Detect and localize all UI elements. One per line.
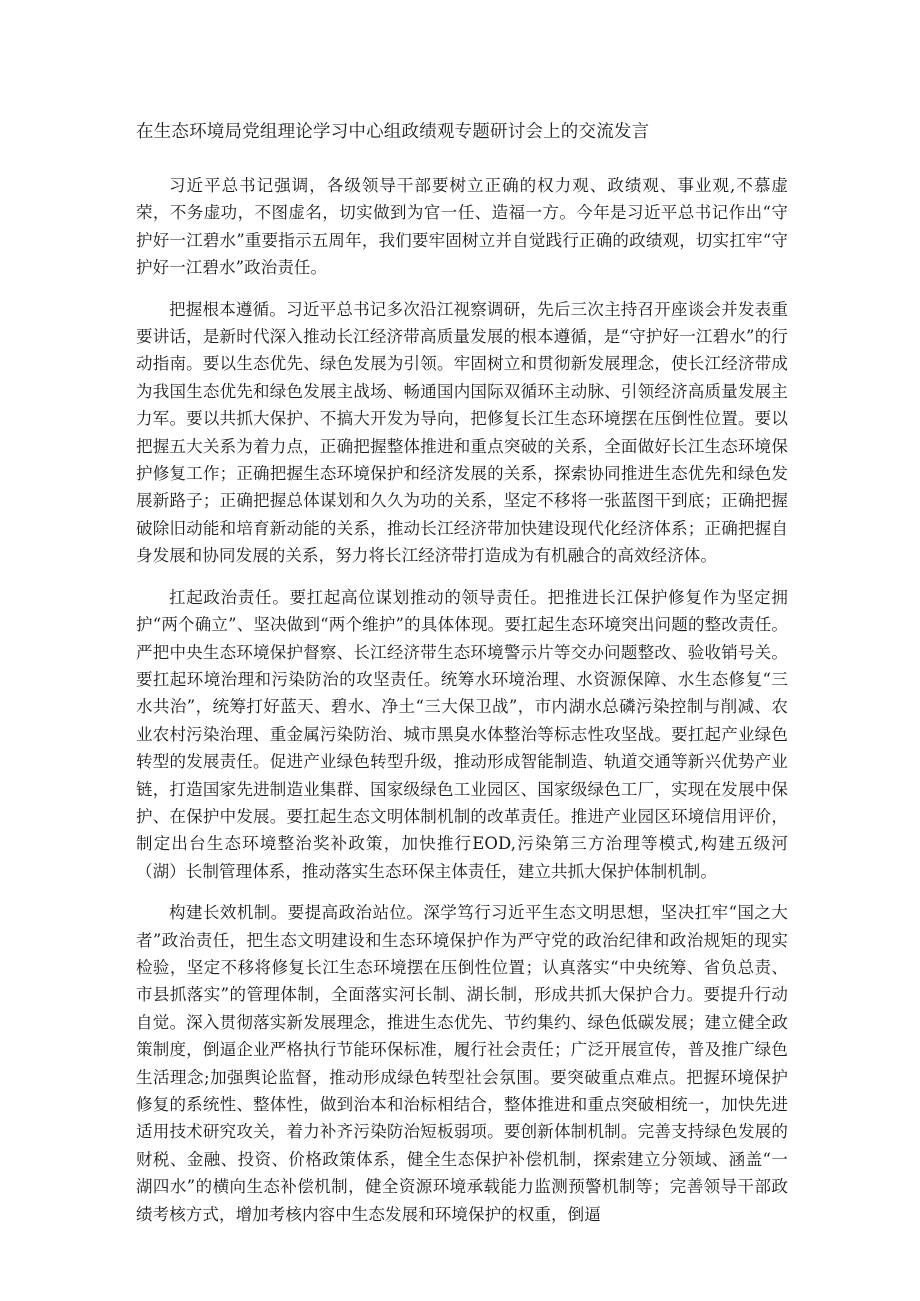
paragraph-long-term-mechanism: 构建长效机制。要提高政治站位。深学笃行习近平生态文明思想，坚决扛牢“国之大者”政治责任，把生态文明建设和生态环境保护作为严守党的政治纪律和政治规矩的现实检验，坚定不移将修复长江生态环境摆在压倒性位置；认真落实“中央统筹、省负总责、市县抓落实”的管理体制，全面落实河长制、湖长制，形成共抓大保护合力。要提升行动自觉。深入贯彻落实新发展理念，推进生态优先、节约集约、绿色低碳发展；建立健全政策制度，倒逼企业严格执行节能环保标准，履行社会责任；广泛开展宣传，普及推广绿色生活理念;加强舆论监督，推动形成绿色转型社会氛围。要突破重点难点。把握环境保护修复的系统性、整体性，做到治本和治标相结合，整体推进和重点突破相统一，加快先进适用技术研究攻关，着力补齐污染防治短板弱项。要创新体制机制。完善支持绿色发展的财税、金融、投资、价格政策体系，健全生态保护补偿机制，探索建立分领域、涵盖“一湖四水”的横向生态补偿机制，健全资源环境承载能力监测预警机制等；完善领导干部政绩考核方式，增加考核内容中生态发展和环境保护的权重，倒逼 — [136, 903, 788, 1224]
document-body — [136, 172, 788, 1242]
paragraph-political-responsibility: 扛起政治责任。要扛起高位谋划推动的领导责任。把推进长江保护修复作为坚定拥护“两个确立”、坚决做到“两个维护”的具体体现。要扛起生态环境突出问题的整改责任。严把中央生态环境保护督察、长江经济带生态环境警示片等交办问题整改、验收销号关。要扛起环境治理和污染防治的攻坚责任。统筹水环境治理、水资源保障、水生态修复“三水共治”，统筹打好蓝天、碧水、净土“三大保卫战”，市内湖水总磷污染控制与削减、农业农村污染治理、重金属污染防治、城市黑臭水体整治等标志性攻坚战。要扛起产业绿色转型的发展责任。促进产业绿色转型升级，推动形成智能制造、轨道交通等新兴优势产业链，打造国家先进制造业集群、国家级绿色工业园区、国家级绿色工厂，实现在发展中保护、在保护中发展。要扛起生态文明体制机制的改革责任。推进产业园区环境信用评价，制定出台生态环境整治奖补政策，加快推行EOD,污染第三方治理等模式,构建五级河（湖）长制管理体系，推动落实生态环保主体责任，建立共抓大保护体制机制。 — [136, 587, 788, 881]
document-title: 在生态环境局党组理论学习中心组政绩观专题研讨会上的交流发言 — [136, 122, 650, 142]
paragraph-intro: 习近平总书记强调，各级领导干部要树立正确的权力观、政绩观、事业观,不慕虚荣，不务虚功，不图虚名，切实做到为官一任、造福一方。今年是习近平总书记作出“守护好一江碧水”重要指示五周年，我们要牢固树立并自觉践行正确的政绩观，切实扛牢“守护好一江碧水”政治责任。 — [136, 176, 788, 278]
paragraph-grasp-fundamentals: 把握根本遵循。习近平总书记多次沿江视察调研，先后三次主持召开座谈会并发表重要讲话，是新时代深入推动长江经济带高质量发展的根本遵循，是“守护好一江碧水”的行动指南。要以生态优先、绿色发展为引领。牢固树立和贯彻新发展理念，使长江经济带成为我国生态优先和绿色发展主战场、畅通国内国际双循环主动脉、引领经济高质量发展主力军。要以共抓大保护、不搞大开发为导向，把修复长江生态环境摆在压倒性位置。要以把握五大关系为着力点，正确把握整体推进和重点突破的关系，全面做好长江生态环境保护修复工作；正确把握生态环境保护和经济发展的关系，探索协同推进生态优先和绿色发展新路子；正确把握总体谋划和久久为功的关系，坚定不移将一张蓝图干到底；正确把握破除旧动能和培育新动能的关系，推动长江经济带加快建设现代化经济体系；正确把握自身发展和协同发展的关系，努力将长江经济带打造成为有机融合的高效经济体。 — [136, 299, 788, 566]
